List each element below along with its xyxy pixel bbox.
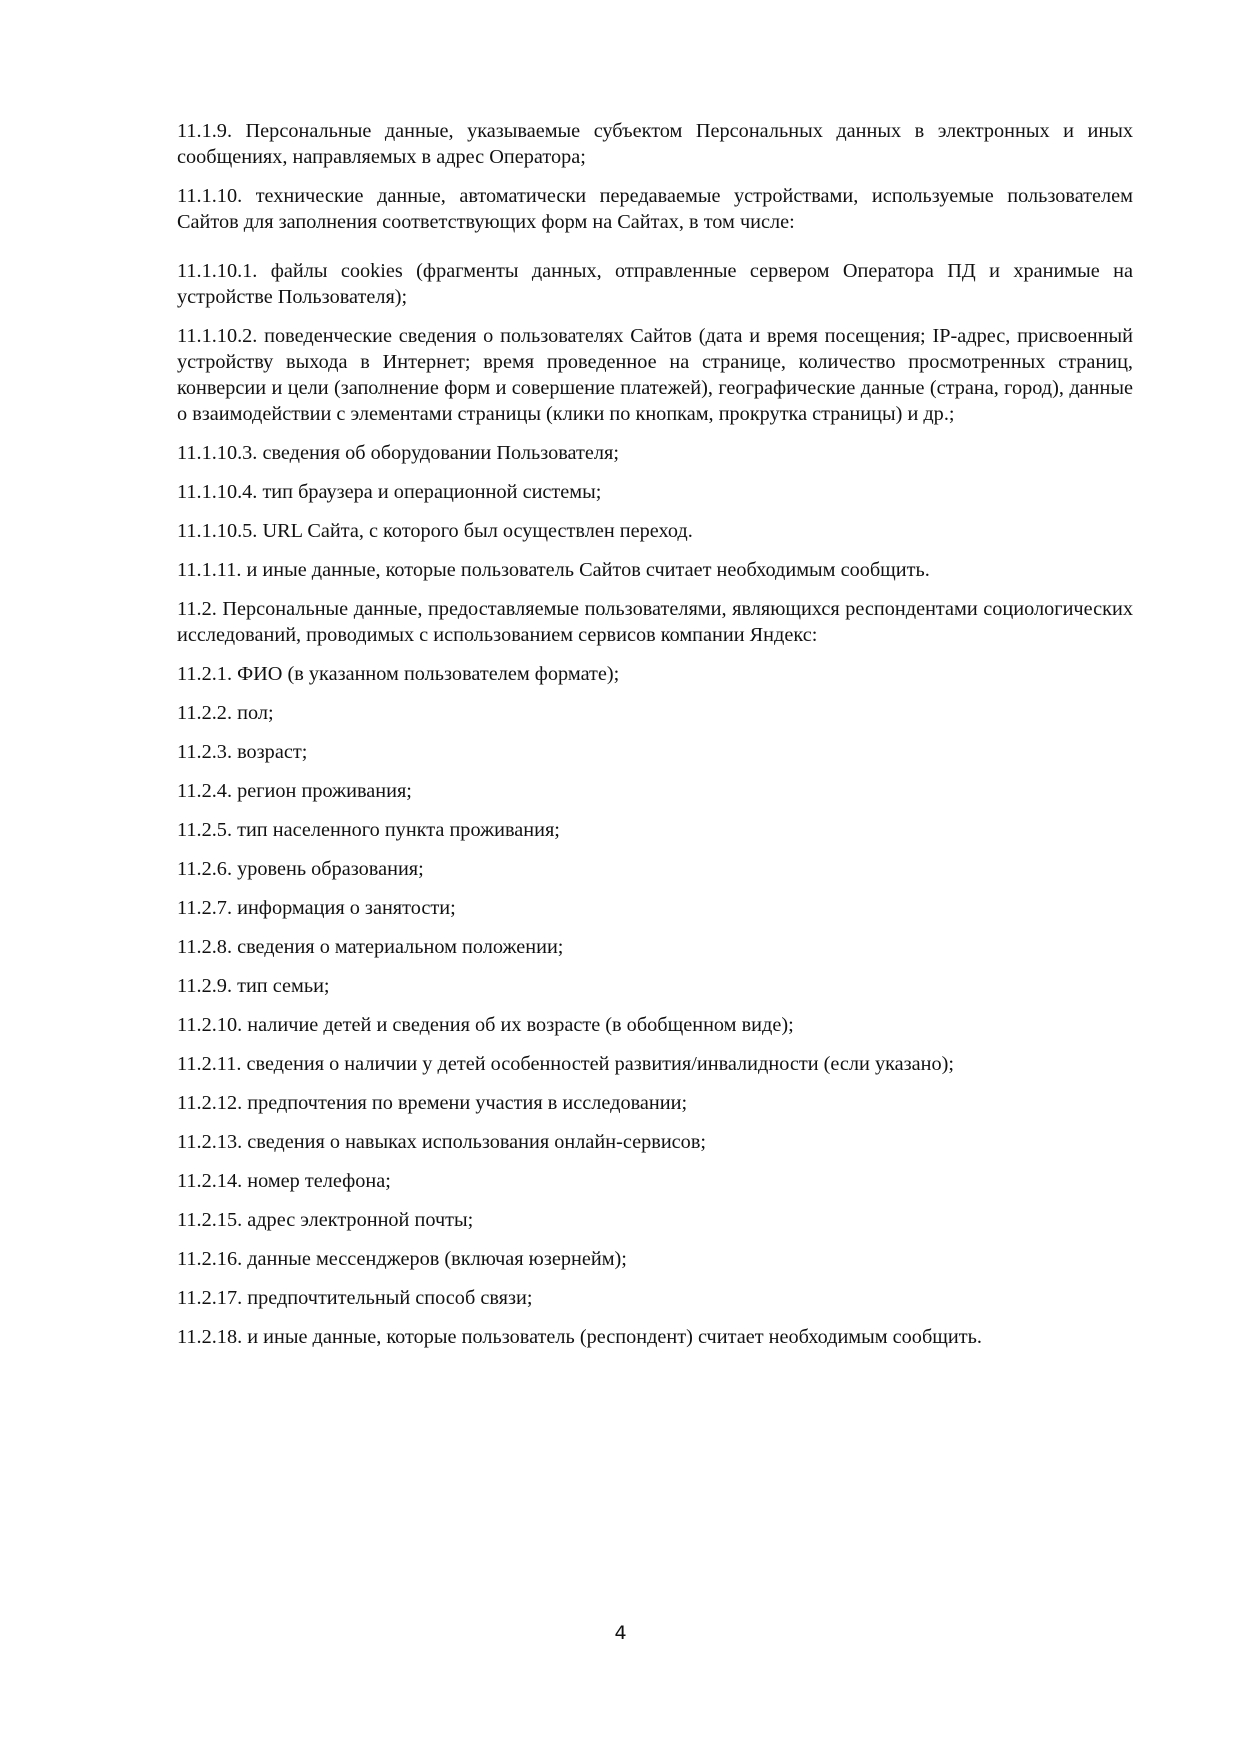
list-item: 11.2.8. сведения о материальном положении; <box>177 936 564 958</box>
list-item: 11.2.12. предпочтения по времени участия в исследовании; <box>177 1092 688 1114</box>
list-item: 11.2.6. уровень образования; <box>177 858 424 880</box>
page-number: 4 <box>614 1622 627 1644</box>
paragraph-11-1-10-1: 11.1.10.1. файлы cookies (фрагменты данных, отправленные сервером Оператора ПД и хранимые на устройстве Пользователя); <box>177 260 1133 308</box>
list-item: 11.2.2. пол; <box>177 702 274 724</box>
list-item: 11.2.9. тип семьи; <box>177 975 330 997</box>
list-item: 11.2.14. номер телефона; <box>177 1170 391 1192</box>
paragraph-11-1-10-4: 11.1.10.4. тип браузера и операционной системы; <box>177 481 602 503</box>
list-item: 11.2.10. наличие детей и сведения об их возрасте (в обобщенном виде); <box>177 1014 794 1036</box>
paragraph-11-1-10: 11.1.10. технические данные, автоматически передаваемые устройствами, используемые пользователем Сайтов для заполнения соответствующих форм на Сайтах, в том числе: <box>177 185 1133 233</box>
list-item: 11.2.16. данные мессенджеров (включая юзернейм); <box>177 1248 627 1270</box>
list-item: 11.2.18. и иные данные, которые пользователь (респондент) считает необходимым сообщить. <box>177 1326 982 1348</box>
list-item: 11.2.7. информация о занятости; <box>177 897 456 919</box>
list-item: 11.2.5. тип населенного пункта проживания; <box>177 819 560 841</box>
document-body <box>177 118 1133 1363</box>
respondent-data-list <box>177 661 1133 1350</box>
list-item: 11.2.13. сведения о навыках использования онлайн-сервисов; <box>177 1131 707 1153</box>
paragraph-11-1-9: 11.1.9. Персональные данные, указываемые субъектом Персональных данных в электронных и иных сообщениях, направляемых в адрес Оператора; <box>177 120 1133 168</box>
list-item: 11.2.4. регион проживания; <box>177 780 412 802</box>
paragraph-11-1-10-5: 11.1.10.5. URL Сайта, с которого был осуществлен переход. <box>177 520 693 542</box>
list-item: 11.2.17. предпочтительный способ связи; <box>177 1287 533 1309</box>
list-item: 11.2.11. сведения о наличии у детей особенностей развития/инвалидности (если указано); <box>177 1053 955 1075</box>
paragraph-11-2: 11.2. Персональные данные, предоставляемые пользователями, являющихся респондентами социологических исследований, проводимых с использованием сервисов компании Яндекс: <box>177 598 1133 646</box>
list-item: 11.2.1. ФИО (в указанном пользователем формате); <box>177 663 620 685</box>
paragraph-11-1-10-3: 11.1.10.3. сведения об оборудовании Пользователя; <box>177 442 619 464</box>
paragraph-11-1-11: 11.1.11. и иные данные, которые пользователь Сайтов считает необходимым сообщить. <box>177 559 930 581</box>
paragraph-11-1-10-2: 11.1.10.2. поведенческие сведения о пользователях Сайтов (дата и время посещения; IP-адрес, присвоенный устройству выхода в Интернет; время проведенное на странице, количество просмотренных страниц, конверсии и цели (заполнение форм и совершение платежей), географические данные (страна, город), данные о взаимодействии с элементами страницы (клики по кнопкам, прокрутка страницы) и др.; <box>177 325 1133 425</box>
list-item: 11.2.3. возраст; <box>177 741 308 763</box>
list-item: 11.2.15. адрес электронной почты; <box>177 1209 474 1231</box>
